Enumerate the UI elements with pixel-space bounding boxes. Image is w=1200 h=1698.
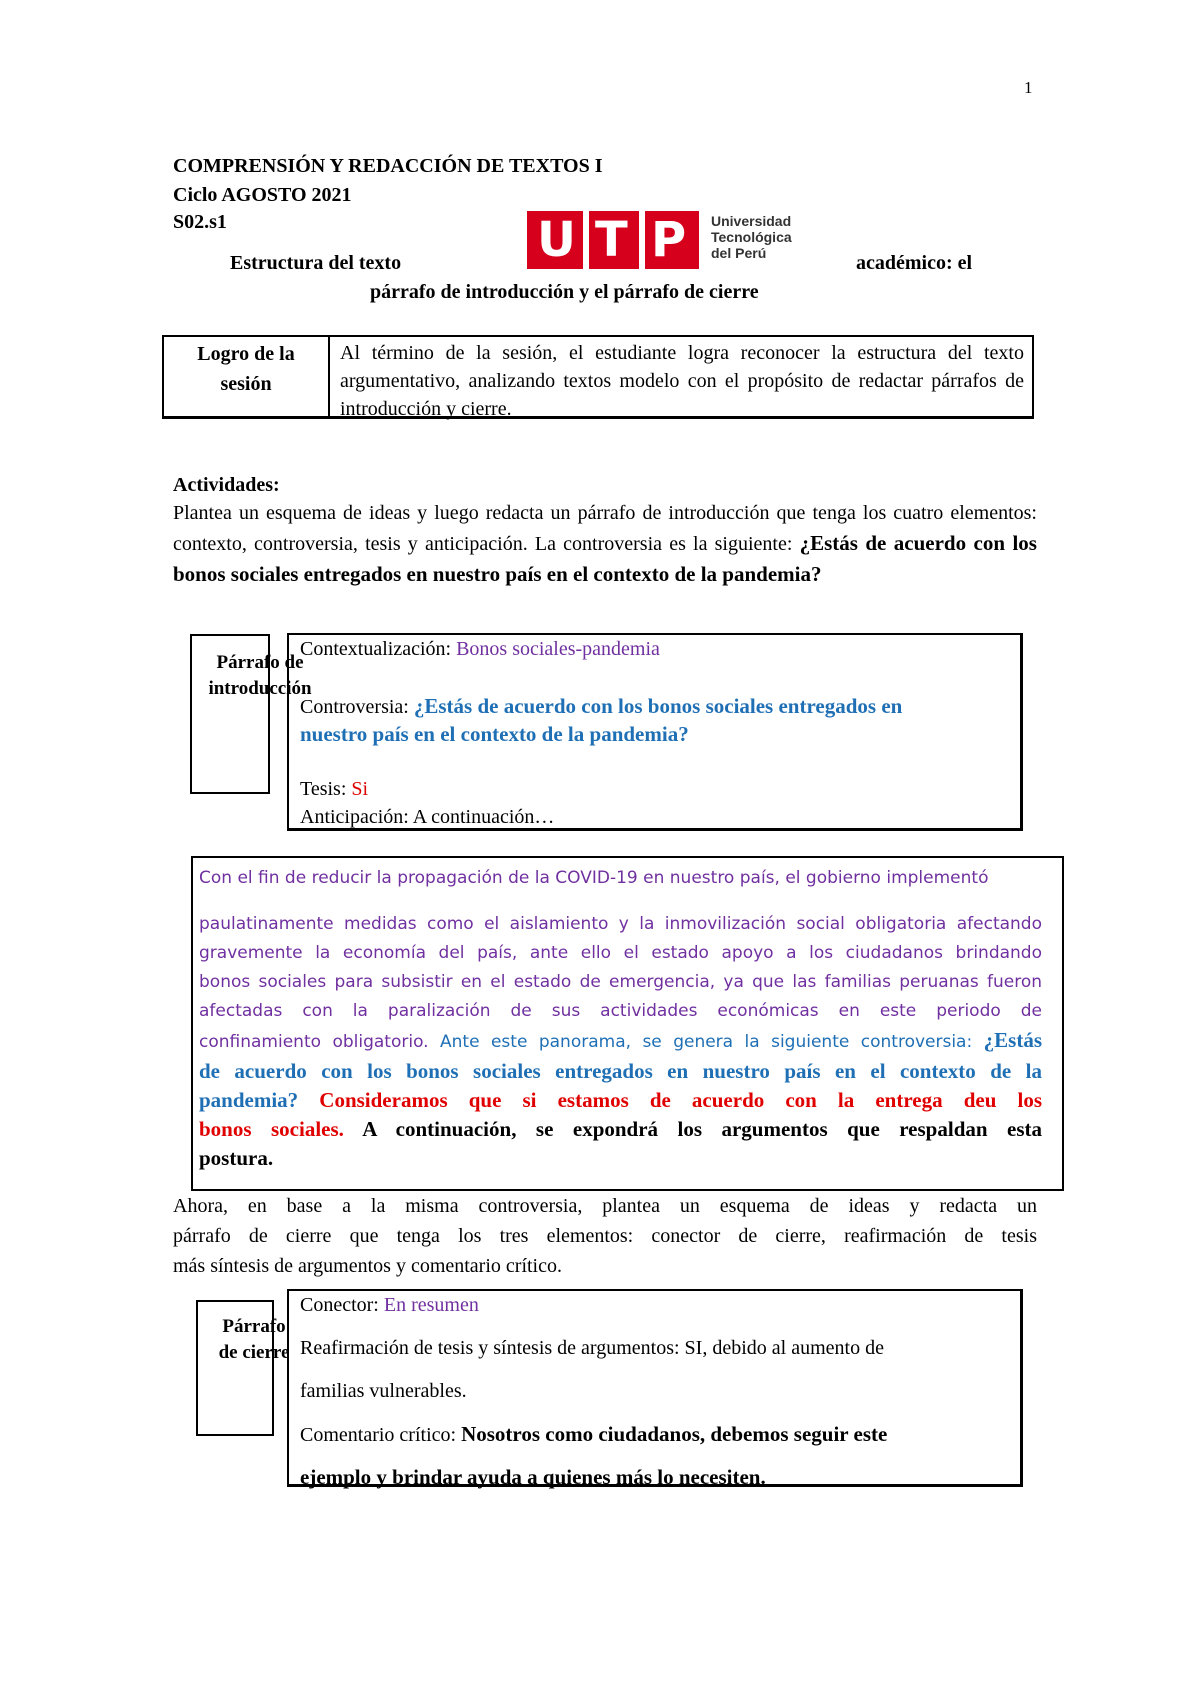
controversy-line2: nuestro país en el contexto de la pandemia? <box>300 722 689 746</box>
logro-label: Logro de la sesión <box>164 337 330 416</box>
closing-instructions: Ahora, en base a la misma controversia, plantea un esquema de ideas y redacta un párrafo de cierre que tenga los tres elementos: conector de cierre, reafirmación de tesis más síntesis de argumentos y comentario crítico. <box>173 1195 1037 1277</box>
reaffirm-line: Reafirmación de tesis y síntesis de argumentos: SI, debido al aumento de <box>300 1337 884 1359</box>
anticipation-line: Anticipación: A continuación… <box>300 806 555 828</box>
utp-logo-mark <box>527 211 699 269</box>
comment-line2: ejemplo y brindar ayuda a quienes más lo necesiten. <box>300 1465 766 1489</box>
connector-line: Conector: En resumen <box>300 1294 479 1316</box>
context-line: Contextualización: Bonos sociales-pandemia <box>300 638 660 660</box>
logo-letter-p: P <box>651 212 687 268</box>
intro-paragraph-body: paulatinamente medidas como el aislamiento y la inmovilización social obligatoria afectando gravemente la economía del país, ante ello el estado apoyo a los ciudadanos brindando bonos sociales para subsistir en el estado de emergencia, ya que las familias peruanas fueron afectadas con la paralización de sus actividades económicas en este periodo de confinamiento obligatorio. Ante este panorama, se genera la siguiente controversia: ¿Estás de acuerdo con los bonos sociales entregados en nuestro país en el contexto de la pandemia? Consideramos que si estamos de acuerdo con la entrega deu los bonos sociales. A continuación, se expondrá los argumentos que respaldan esta postura. <box>199 914 1042 1170</box>
logo-university-name: Universidad Tecnológica del Perú <box>711 213 792 261</box>
activities-question: ¿Estás de acuerdo con los bonos sociales entregados en nuestro país en el contexto de la pandemia? <box>173 531 1037 586</box>
intro-side-label: Párrafo de introducción <box>208 652 312 699</box>
utp-logo <box>527 211 795 269</box>
activities-heading: Actividades: <box>173 474 280 496</box>
comment-line: Comentario crítico: Nosotros como ciudadanos, debemos seguir este <box>300 1422 888 1446</box>
closing-side-label: Párrafo de cierre <box>218 1316 290 1363</box>
page-number: 1 <box>1024 78 1033 97</box>
logo-letter-t: T <box>595 212 628 268</box>
course-title: COMPRENSIÓN Y REDACCIÓN DE TEXTOS I <box>173 155 603 177</box>
activities-text: Plantea un esquema de ideas y luego redacta un párrafo de introducción que tenga los cuatro elementos: contexto, controversia, tesis y anticipación. La controversia es la siguiente: ¿Estás de acuerdo con los bonos sociales entregados en nuestro país en el contexto de la pandemia? <box>173 502 1037 586</box>
logro-text: Al término de la sesión, el estudiante logra reconocer la estructura del texto argumentativo, analizando textos modelo con el propósito de redactar párrafos de introducción y cierre. <box>340 342 1024 420</box>
title-left: Estructura del texto <box>230 252 402 274</box>
title-line2: párrafo de introducción y el párrafo de cierre <box>370 281 759 303</box>
reaffirm-line2: familias vulnerables. <box>300 1380 467 1402</box>
logro-table <box>162 335 1034 419</box>
cycle-label: Ciclo AGOSTO 2021 <box>173 184 352 206</box>
intro-first-line: Con el fin de reducir la propagación de la COVID-19 en nuestro país, el gobierno implementó <box>199 868 989 888</box>
title-right: académico: el <box>856 252 973 274</box>
session-code: S02.s1 <box>173 211 227 233</box>
thesis-line: Tesis: Si <box>300 778 369 800</box>
logo-letter-u: U <box>537 212 576 268</box>
controversy-line: Controversia: ¿Estás de acuerdo con los bonos sociales entregados en <box>300 694 903 718</box>
